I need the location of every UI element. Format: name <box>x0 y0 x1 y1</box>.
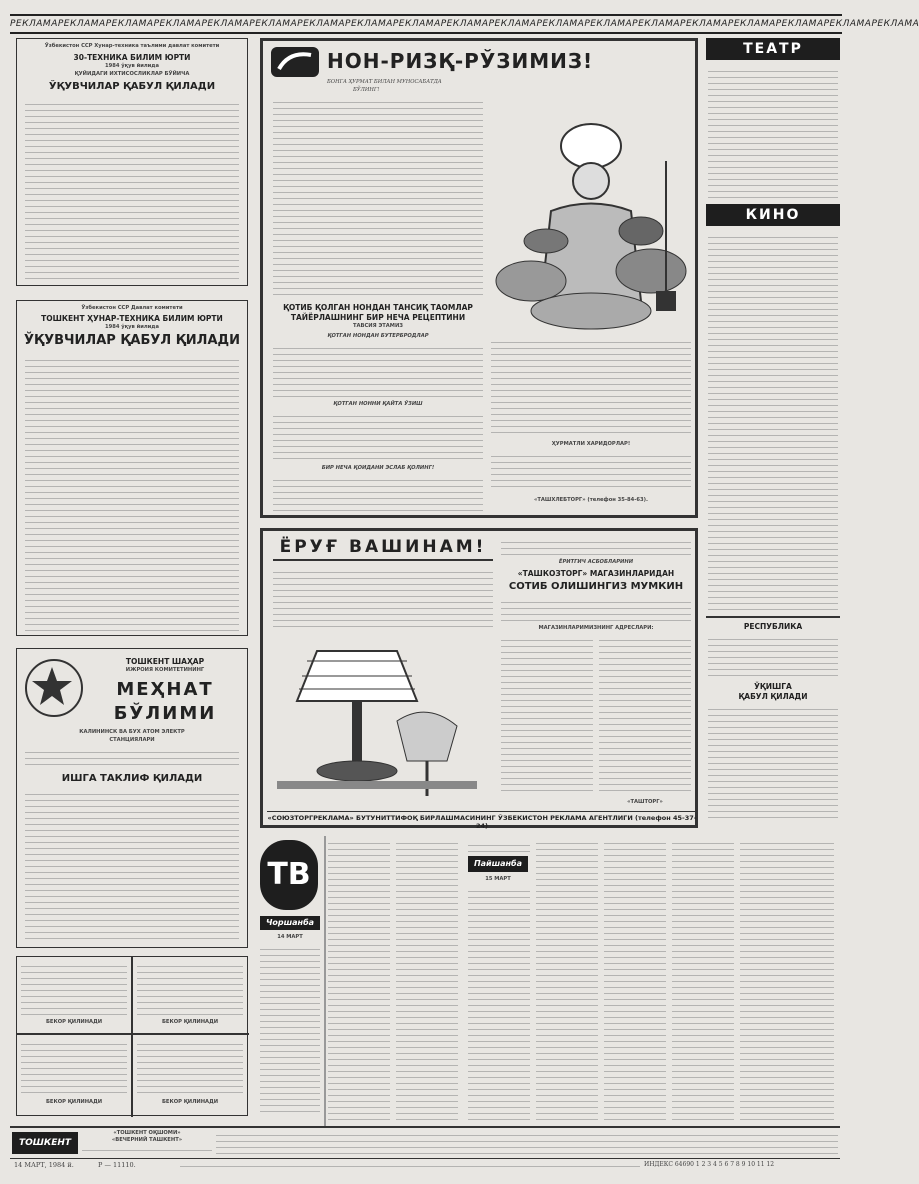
cancel-c: БЕКОР ҚИЛИНАДИ <box>45 1099 103 1105</box>
light-footer: «СОЮЗТОРГРЕКЛАМА» БУТУНИТТИФОҚ БИРЛАШМАСИНИНГ ЎЗБЕКИСТОН РЕКЛАМА АГЕНТЛИГИ (телефон 45-37-24) <box>267 811 697 830</box>
cancel-a: БЕКОР ҚИЛИНАДИ <box>45 1019 103 1025</box>
ad-technikum-title: ЎҚУВЧИЛАР ҚАБУЛ ҚИЛАДИ <box>48 81 216 92</box>
labor-line2: СТАНЦИЯЛАРИ <box>109 737 155 743</box>
bread-section4: БИР НЕЧА ҚОИДАНИ ЭСЛАБ ҚОЛИНГ! <box>321 465 435 471</box>
labor-body <box>25 789 239 943</box>
light-headline: СОТИБ ОЛИШИНГИЗ МУМКИН <box>508 581 684 592</box>
advert-band-label: РЕКЛАМА <box>249 19 298 29</box>
ad-bread <box>260 38 698 518</box>
right-column <box>706 38 840 828</box>
advert-band-label: РЕКЛАМА <box>823 19 872 29</box>
advert-band-label: РЕКЛАМА <box>153 19 202 29</box>
advert-band-label: РЕКЛАМА <box>57 19 106 29</box>
advert-band-label: РЕКЛАМА <box>536 19 585 29</box>
ad-school-org: Ўзбекистон ССР Давлат комитети <box>81 305 183 311</box>
ad-school-name: ТОШКЕНТ ҲУНАР-ТЕХНИКА БИЛИМ ЮРТИ <box>41 314 223 323</box>
ad-technikum <box>16 38 248 286</box>
bread-section5: ҲУРМАТЛИ ХАРИДОРЛАР! <box>551 441 631 447</box>
bread-sub2: БЎЛИНГ! <box>353 87 380 93</box>
bread-section1: ҚОТИБ ҚОЛГАН НОНДАН ТАНСИҚ ТАОМЛАР <box>283 303 473 312</box>
cancel-b: БЕКОР ҚИЛИНАДИ <box>161 1019 219 1025</box>
light-title: ЁРУҒ ВАШИНАМ! <box>273 537 493 561</box>
labor-title2: БЎЛИМИ <box>113 703 217 724</box>
footer-issue: Р — 11110. <box>98 1161 136 1169</box>
advert-band-label: РЕКЛАМА <box>680 19 728 29</box>
light-subhead: ЁРИТГИЧ АСБОБЛАРИНИ <box>558 559 634 565</box>
lamp-illustration <box>277 631 477 803</box>
cinema-header: КИНО <box>706 204 840 226</box>
tv-day2: Пайшанба <box>468 856 528 872</box>
bread-sub: БОНГА ҲУРМАТ БИЛАН МУНОСАБАТДА <box>327 79 442 85</box>
tv-program <box>260 836 840 1126</box>
footer-logo-top: «ТОШКЕНТ ОҚШОМИ» <box>113 1130 181 1136</box>
ad-light <box>260 528 698 828</box>
advert-band-label: РЕКЛАМА <box>584 19 633 29</box>
students-heading: ЎҚИШГА <box>754 682 792 691</box>
footer-logo-label: ТОШКЕНТ <box>18 1138 72 1148</box>
light-addresses: МАГАЗИНЛАРИМИЗНИНГ АДРЕСЛАРИ: <box>538 625 654 631</box>
advert-band-label: РЕКЛАМА <box>10 19 58 29</box>
footer-index: ИНДЕКС 64690 1 2 3 4 5 6 7 8 9 10 11 12 <box>644 1161 775 1168</box>
tv-day1: Чоршанба <box>260 916 320 930</box>
light-brand: «ТАШКОЗТОРГ» МАГАЗИНЛАРИДАН <box>517 569 675 578</box>
tv-logo <box>260 840 318 910</box>
ad-technikum-body <box>25 99 239 279</box>
labor-title1: МЕҲНАТ <box>116 679 214 700</box>
theatre-header: ТЕАТР <box>706 38 840 60</box>
advert-band-label: РЕКЛАМА <box>440 19 489 29</box>
tv-date1: 14 МАРТ <box>277 934 303 940</box>
footer-logo <box>12 1132 78 1154</box>
ad-labor <box>16 648 248 948</box>
advert-band-label: РЕКЛАМА <box>345 19 393 29</box>
bread-logo-icon <box>271 47 319 77</box>
ad-technikum-year: 1984 ўқув йилида <box>104 63 159 69</box>
advert-band-label: РЕКЛАМА <box>201 19 250 29</box>
light-signature: «ТАШТОРГ» <box>627 799 663 805</box>
advert-band-label: РЕКЛАМА <box>392 19 441 29</box>
bread-section2: ҚОТГАН НОНДАН БУТЕРБРОДЛАР <box>327 333 429 339</box>
advert-band-label: РЕКЛАМА <box>871 19 919 29</box>
accept-heading: ҚАБУЛ ҚИЛАДИ <box>738 692 808 701</box>
labor-org-top: ТОШКЕНТ ШАҲАР <box>125 657 205 666</box>
republic-heading: РЕСПУБЛИКА <box>743 622 803 631</box>
bread-section1c: ТАВСИЯ ЭТАМИЗ <box>352 323 403 329</box>
ad-technikum-sub: ҚУЙИДАГИ ИХТИСОСЛИКЛАР БЎЙИЧА <box>74 71 190 77</box>
bread-title: НОН-РИЗҚ-РЎЗИМИЗ! <box>327 49 594 73</box>
bread-section3: ҚОТГАН НОННИ ҚАЙТА ЎЗИШ <box>333 401 423 407</box>
labor-emblem-icon <box>25 659 83 717</box>
labor-intro <box>25 747 239 769</box>
ad-bottom-left <box>16 956 248 1116</box>
ad-school <box>16 300 248 636</box>
tv-logo-text: ТВ <box>267 857 311 892</box>
advert-band <box>10 14 919 34</box>
ad-technikum-name: 30-ТЕХНИКА БИЛИМ ЮРТИ <box>73 53 191 62</box>
ad-technikum-org: Ўзбекистон ССР Хунар-техника таълими давлат комитети <box>44 43 220 49</box>
baker-illustration <box>491 101 691 331</box>
tv-date2: 15 МАРТ <box>485 876 511 882</box>
advert-band-label: РЕКЛАМА <box>105 19 154 29</box>
advert-band-label: РЕКЛАМА <box>488 19 537 29</box>
labor-invite: ИШГА ТАКЛИФ ҚИЛАДИ <box>61 773 203 784</box>
ad-school-title: ЎҚУВЧИЛАР ҚАБУЛ ҚИЛАДИ <box>24 333 240 348</box>
labor-line1: КАЛИНИНСК ВА БУХ АТОМ ЭЛЕКТР <box>79 729 185 735</box>
labor-org-sub: ИЖРОИЯ КОМИТЕТИНИНГ <box>125 667 205 673</box>
ad-school-year: 1984 ўқув йилида <box>104 324 159 330</box>
advert-band-label: РЕКЛАМА <box>727 19 776 29</box>
bread-footer: «ТАШХЛЕБТОРГ» (телефон 35-84-63). <box>534 497 648 503</box>
advert-band-label: РЕКЛАМА <box>775 19 824 29</box>
advert-band-label: РЕКЛАМА <box>632 19 681 29</box>
advert-band-label: РЕКЛАМА <box>297 19 346 29</box>
bread-section1b: ТАЙЁРЛАШНИНГ БИР НЕЧА РЕЦЕПТИНИ <box>290 313 466 322</box>
footer-logo-sub: «ВЕЧЕРНИЙ ТАШКЕНТ» <box>111 1137 183 1143</box>
cancel-d: БЕКОР ҚИЛИНАДИ <box>161 1099 219 1105</box>
ad-school-body <box>25 355 239 631</box>
footer-date: 14 МАРТ, 1984 й. <box>14 1161 74 1169</box>
